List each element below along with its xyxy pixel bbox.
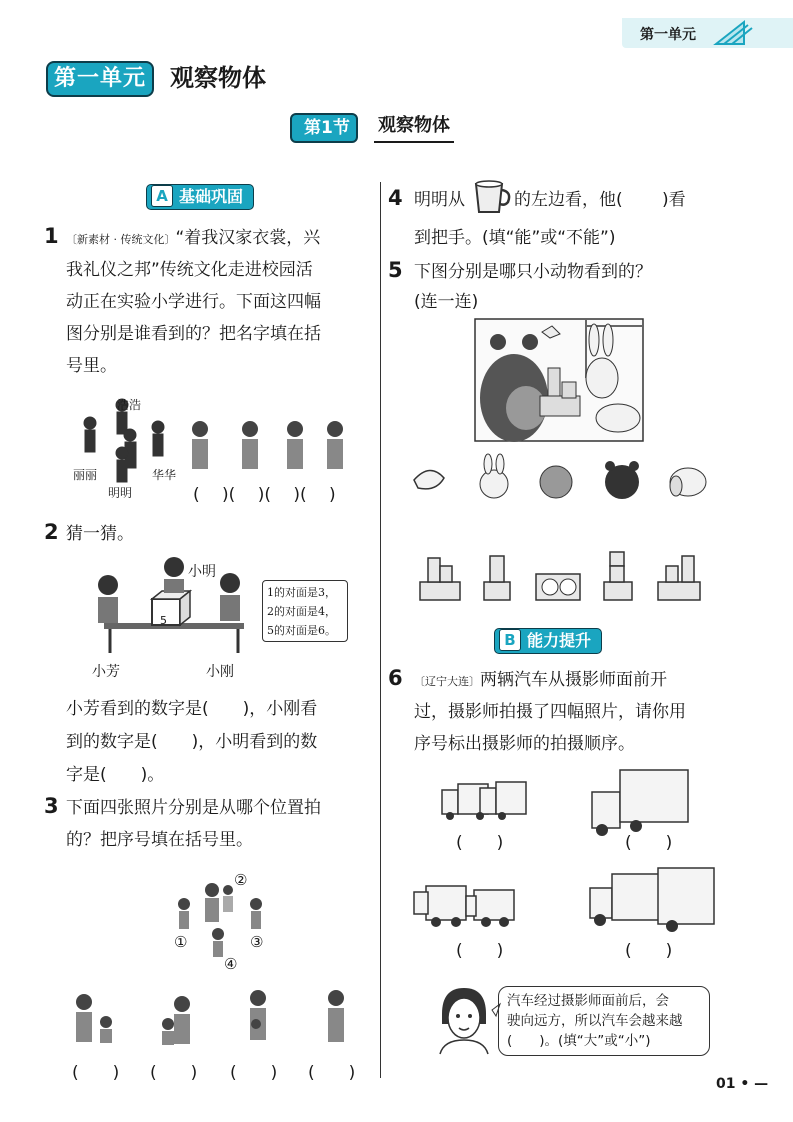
q6-answer-2[interactable]: ( ) [625, 833, 673, 853]
q3-position-1: ① [174, 933, 188, 951]
q3-number: 3 [44, 794, 59, 818]
q1-name-huahua: 华华 [152, 468, 177, 482]
level-label-a: 基础巩固 [179, 187, 244, 206]
unit-tab-label: 第一单元 [640, 27, 696, 43]
photographer-avatar [430, 984, 500, 1054]
q6-line-1: 〔辽宁大连〕两辆汽车从摄影师面前开 [414, 670, 667, 690]
cup-icon [472, 180, 514, 216]
big-bear-icon [605, 461, 639, 499]
level-label-b: 能力提升 [527, 631, 592, 650]
q2-name-xiaoming: 小明 [188, 564, 216, 580]
q2-number: 2 [44, 520, 59, 544]
q1-name-haohao: 浩浩 [117, 398, 142, 412]
q5-animals [410, 456, 710, 504]
q2-illustration [90, 555, 250, 655]
q3-position-4: ④ [224, 955, 238, 973]
q6-line-3: 序号标出摄影师的拍摄顺序。 [414, 734, 635, 754]
q6-answer-4[interactable]: ( ) [625, 941, 673, 961]
q1-line-5: 号里。 [66, 356, 117, 376]
q1-line-1: 〔新素材 · 传统文化〕“着我汉家衣裳，兴 [66, 228, 321, 248]
bird-icon [414, 470, 444, 488]
rabbit-icon [480, 454, 508, 498]
section-badge: 第1节 [290, 113, 358, 143]
q1-name-lili: 丽丽 [73, 468, 98, 482]
q6-number: 6 [388, 666, 403, 690]
q5-scene [474, 318, 644, 442]
q3-position-3: ③ [250, 933, 264, 951]
q6-answer-3[interactable]: ( ) [456, 941, 504, 961]
q3-answer-2[interactable]: ( ) [150, 1063, 198, 1083]
q6-answer-1[interactable]: ( ) [456, 833, 504, 853]
level-badge-a [146, 184, 254, 210]
q3-answer-1[interactable]: ( ) [72, 1063, 120, 1083]
q5-line-1: 下图分别是哪只小动物看到的？ [414, 262, 652, 282]
q1-number: 1 [44, 224, 59, 248]
q1-line-3: 动正在实验小学进行。下面这四幅 [66, 292, 321, 312]
q6-line-2: 过，摄影师拍摄了四幅照片，请你用 [414, 702, 686, 722]
q2-note-box: 1的对面是3， 2的对面是4， 5的对面是6。 [262, 580, 348, 642]
level-letter-a: A [151, 185, 173, 207]
q4-line-2[interactable]: 到把手。(填“能”或“不能”) [414, 228, 616, 248]
q5-line-2: (连一连) [414, 292, 479, 312]
speech-line-3[interactable]: ( )。(填“大”或“小”) [507, 1033, 651, 1049]
page-number: 01 • — [716, 1076, 769, 1092]
q5-views [418, 550, 708, 602]
unit-tab [622, 18, 793, 48]
unit-title: 观察物体 [170, 64, 266, 92]
q4-line-1b[interactable]: 的左边看，他( )看 [514, 190, 686, 210]
q2-name-xiaogang: 小刚 [206, 664, 234, 680]
q2-cube-face: 5 [160, 614, 167, 627]
level-badge-b [494, 628, 602, 654]
dog-icon [670, 468, 706, 496]
q1-answer-parens[interactable]: ( )( )( )( ) [193, 485, 336, 505]
level-letter-b: B [499, 629, 521, 651]
q3-answer-3[interactable]: ( ) [230, 1063, 278, 1083]
q3-line-2: 的？把序号填在括号里。 [66, 830, 253, 850]
q2-name-xiaofang: 小芳 [92, 664, 120, 680]
q2-answer-line-3[interactable]: 字是( )。 [66, 765, 165, 785]
column-divider [380, 182, 381, 1078]
section-title: 观察物体 [374, 111, 454, 143]
speech-line-1: 汽车经过摄影师面前后，会 [507, 993, 669, 1009]
q3-position-2: ② [234, 871, 248, 889]
q4-number: 4 [388, 186, 403, 210]
q2-answer-line-1[interactable]: 小芳看到的数字是( )，小刚看 [66, 699, 318, 719]
q1-tag: 〔新素材 · 传统文化〕 [66, 233, 176, 246]
q3-photos [70, 988, 370, 1048]
q2-answer-line-2[interactable]: 到的数字是( )，小明看到的数 [66, 732, 318, 752]
speech-line-2: 驶向远方，所以汽车会越来越 [507, 1013, 683, 1029]
q5-number: 5 [388, 258, 403, 282]
small-bear-icon [540, 466, 572, 498]
unit-badge: 第一单元 [46, 61, 154, 97]
ruler-triangle-icon [714, 20, 754, 46]
q4-line-1a: 明明从 [414, 190, 465, 210]
photographer-speech-bubble [498, 986, 710, 1056]
q1-line-2: 我礼仪之邦”传统文化走进校园活 [66, 260, 313, 280]
q6-tag: 〔辽宁大连〕 [414, 675, 480, 688]
q2-title: 猜一猜。 [66, 524, 134, 544]
q1-name-mingming: 明明 [108, 486, 133, 500]
q3-answer-4[interactable]: ( ) [308, 1063, 356, 1083]
q3-line-1: 下面四张照片分别是从哪个位置拍 [66, 798, 321, 818]
q1-line-4: 图分别是谁看到的？把名字填在括 [66, 324, 321, 344]
